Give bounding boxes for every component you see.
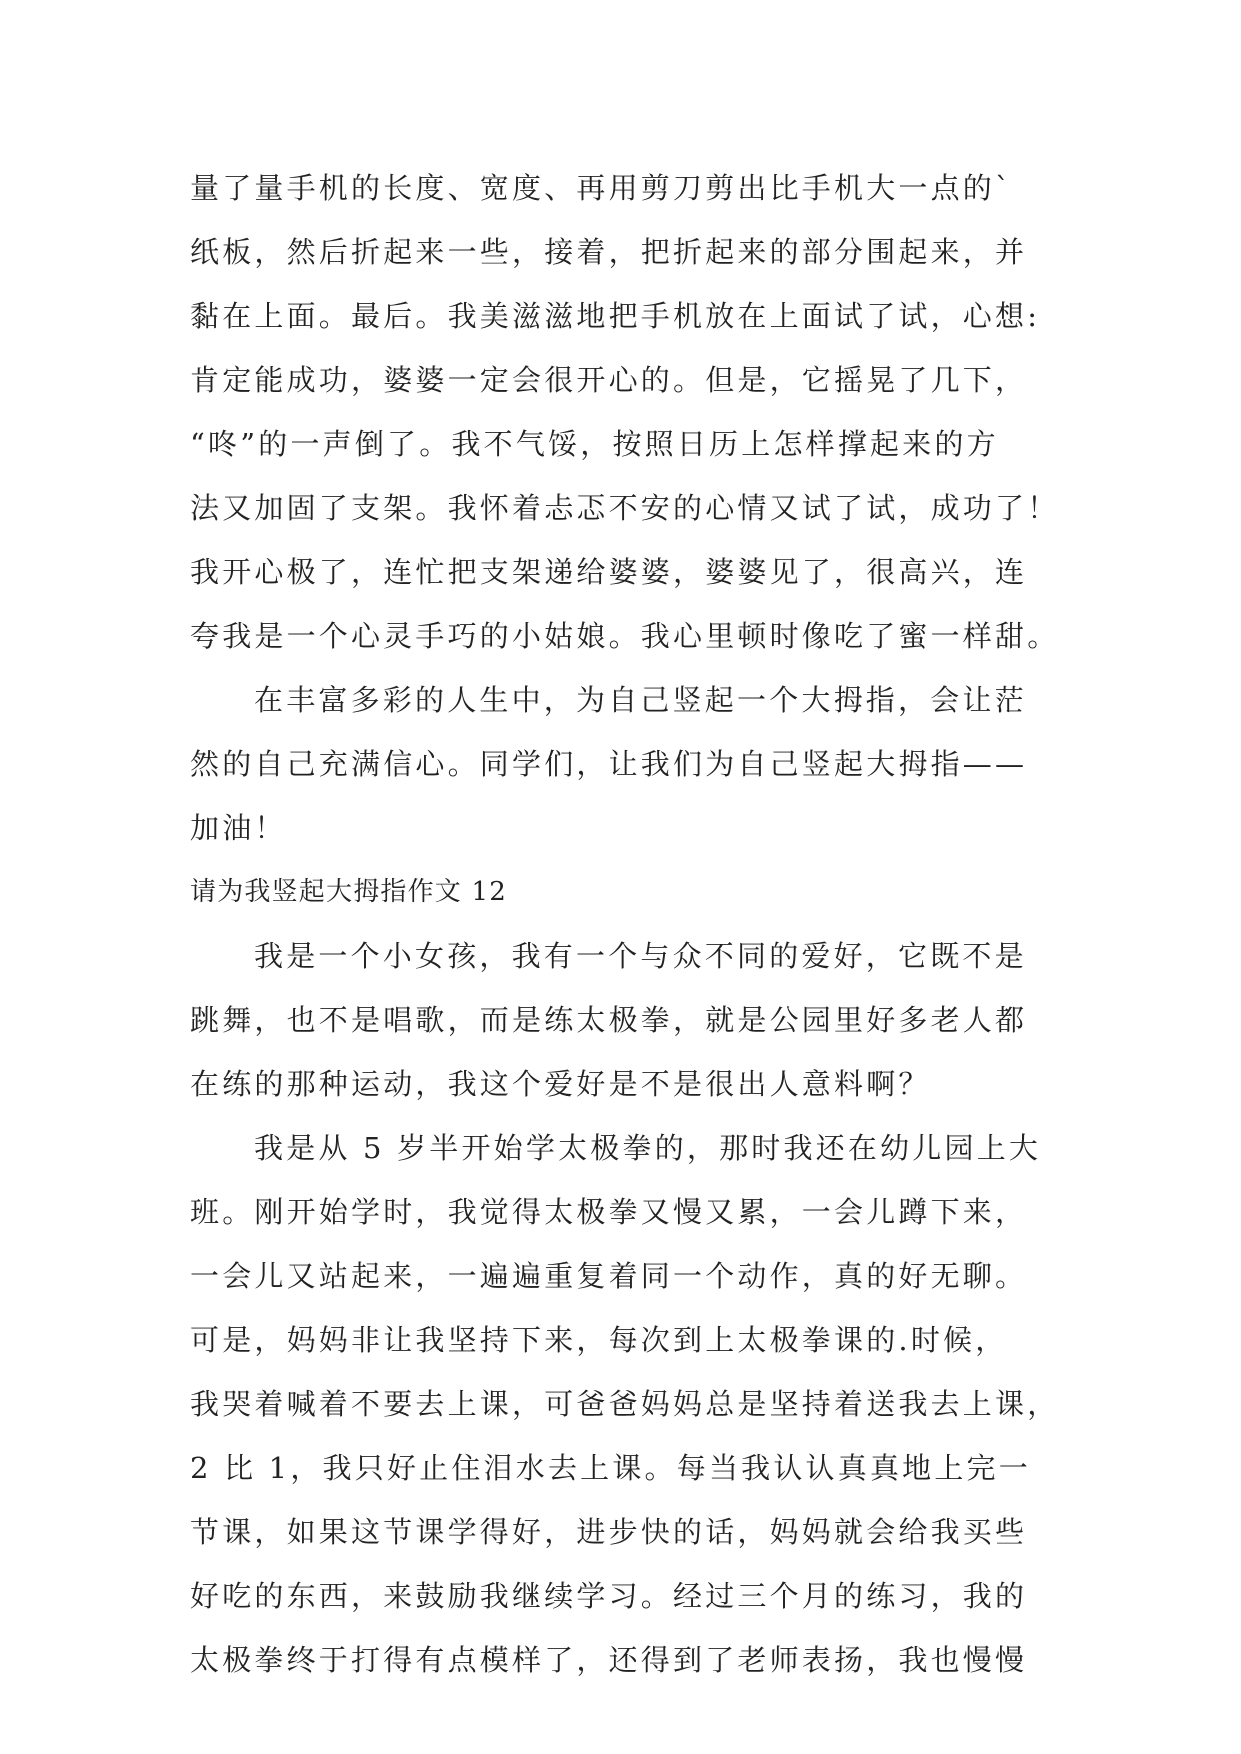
text-line: 然的自己充满信心。同学们，让我们为自己竖起大拇指—— bbox=[190, 747, 1028, 781]
text-line: 法又加固了支架。我怀着忐忑不安的心情又试了试，成功了！ bbox=[190, 491, 1060, 525]
text-line: 一会儿又站起来，一遍遍重复着同一个动作，真的好无聊。 bbox=[190, 1259, 1028, 1293]
text-line: 加油！ bbox=[190, 811, 287, 845]
text-line: 黏在上面。最后。我美滋滋地把手机放在上面试了试，心想: bbox=[190, 299, 1041, 333]
text-line: 肯定能成功，婆婆一定会很开心的。但是，它摇晃了几下， bbox=[190, 363, 1028, 397]
text-line: 在练的那种运动，我这个爱好是不是很出人意料啊？ bbox=[190, 1067, 931, 1101]
text-line: 我开心极了，连忙把支架递给婆婆，婆婆见了，很高兴，连 bbox=[190, 555, 1028, 589]
text-line: 好吃的东西，来鼓励我继续学习。经过三个月的练习，我的 bbox=[190, 1579, 1028, 1613]
text-line: 节课，如果这节课学得好，进步快的话，妈妈就会给我买些 bbox=[190, 1515, 1028, 1549]
text-line: 班。刚开始学时，我觉得太极拳又慢又累，一会儿蹲下来， bbox=[190, 1195, 1028, 1229]
text-line: 2 比 1，我只好止住泪水去上课。每当我认认真真地上完一 bbox=[190, 1451, 1031, 1485]
text-line: 我是一个小女孩，我有一个与众不同的爱好，它既不是 bbox=[254, 939, 1027, 973]
text-line: 我是从 5 岁半开始学太极拳的，那时我还在幼儿园上大 bbox=[254, 1131, 1042, 1165]
text-line: 纸板，然后折起来一些，接着，把折起来的部分围起来，并 bbox=[190, 235, 1028, 269]
text-line: 可是，妈妈非让我坚持下来，每次到上太极拳课的.时候， bbox=[190, 1323, 1008, 1357]
section-heading: 请为我竖起大拇指作文 12 bbox=[190, 877, 507, 907]
text-line: “咚”的一声倒了。我不气馁，按照日历上怎样撑起来的方 bbox=[190, 427, 999, 461]
document-body bbox=[190, 156, 1080, 1692]
text-line: 我哭着喊着不要去上课，可爸爸妈妈总是坚持着送我去上课， bbox=[190, 1387, 1060, 1421]
text-line: 跳舞，也不是唱歌，而是练太极拳，就是公园里好多老人都 bbox=[190, 1003, 1028, 1037]
text-line: 太极拳终于打得有点模样了，还得到了老师表扬，我也慢慢 bbox=[190, 1643, 1028, 1677]
text-line: 在丰富多彩的人生中，为自己竖起一个大拇指，会让茫 bbox=[254, 683, 1027, 717]
text-line: 夸我是一个心灵手巧的小姑娘。我心里顿时像吃了蜜一样甜。 bbox=[190, 619, 1060, 653]
text-line: 量了量手机的长度、宽度、再用剪刀剪出比手机大一点的` bbox=[190, 171, 1013, 205]
